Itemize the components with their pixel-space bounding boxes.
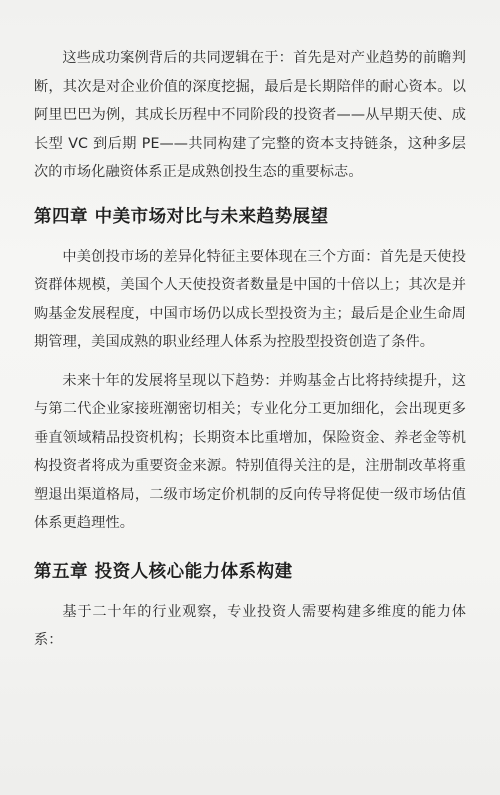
chapter-4-heading: 第四章 中美市场对比与未来趋势展望	[34, 206, 329, 227]
intro-paragraph: 这些成功案例背后的共同逻辑在于：首先是对产业趋势的前瞻判断，其次是对企业价值的深度挖掘，最后是长期陪伴的耐心资本。以阿里巴巴为例，其成长历程中不同阶段的投资者——从早期天使、成长型 VC 到后期 PE——共同构建了完整的资本支持链条，这种多层次的市场化融资体系正是成熟创投生态的重要标志。	[34, 50, 466, 180]
chapter-4-paragraph-1: 中美创投市场的差异化特征主要体现在三个方面：首先是天使投资群体规模，美国个人天使投资者数量是中国的十倍以上；其次是并购基金发展程度，中国市场仍以成长型投资为主；最后是企业生命周期管理，美国成熟的职业经理人体系为控股型投资创造了条件。	[34, 248, 466, 350]
chapter-5-paragraph-1: 基于二十年的行业观察，专业投资人需要构建多维度的能力体系：	[34, 603, 466, 648]
chapter-4-paragraph-2: 未来十年的发展将呈现以下趋势：并购基金占比将持续提升，这与第二代企业家接班潮密切相关；专业化分工更加细化，会出现更多垂直领域精品投资机构；长期资本比重增加，保险资金、养老金等机构投资者将成为重要资金来源。特别值得关注的是，注册制改革将重塑退出渠道格局，二级市场定价机制的反向传导将促使一级市场估值体系更趋理性。	[34, 372, 466, 531]
chapter-5-heading: 第五章 投资人核心能力体系构建	[34, 561, 293, 582]
